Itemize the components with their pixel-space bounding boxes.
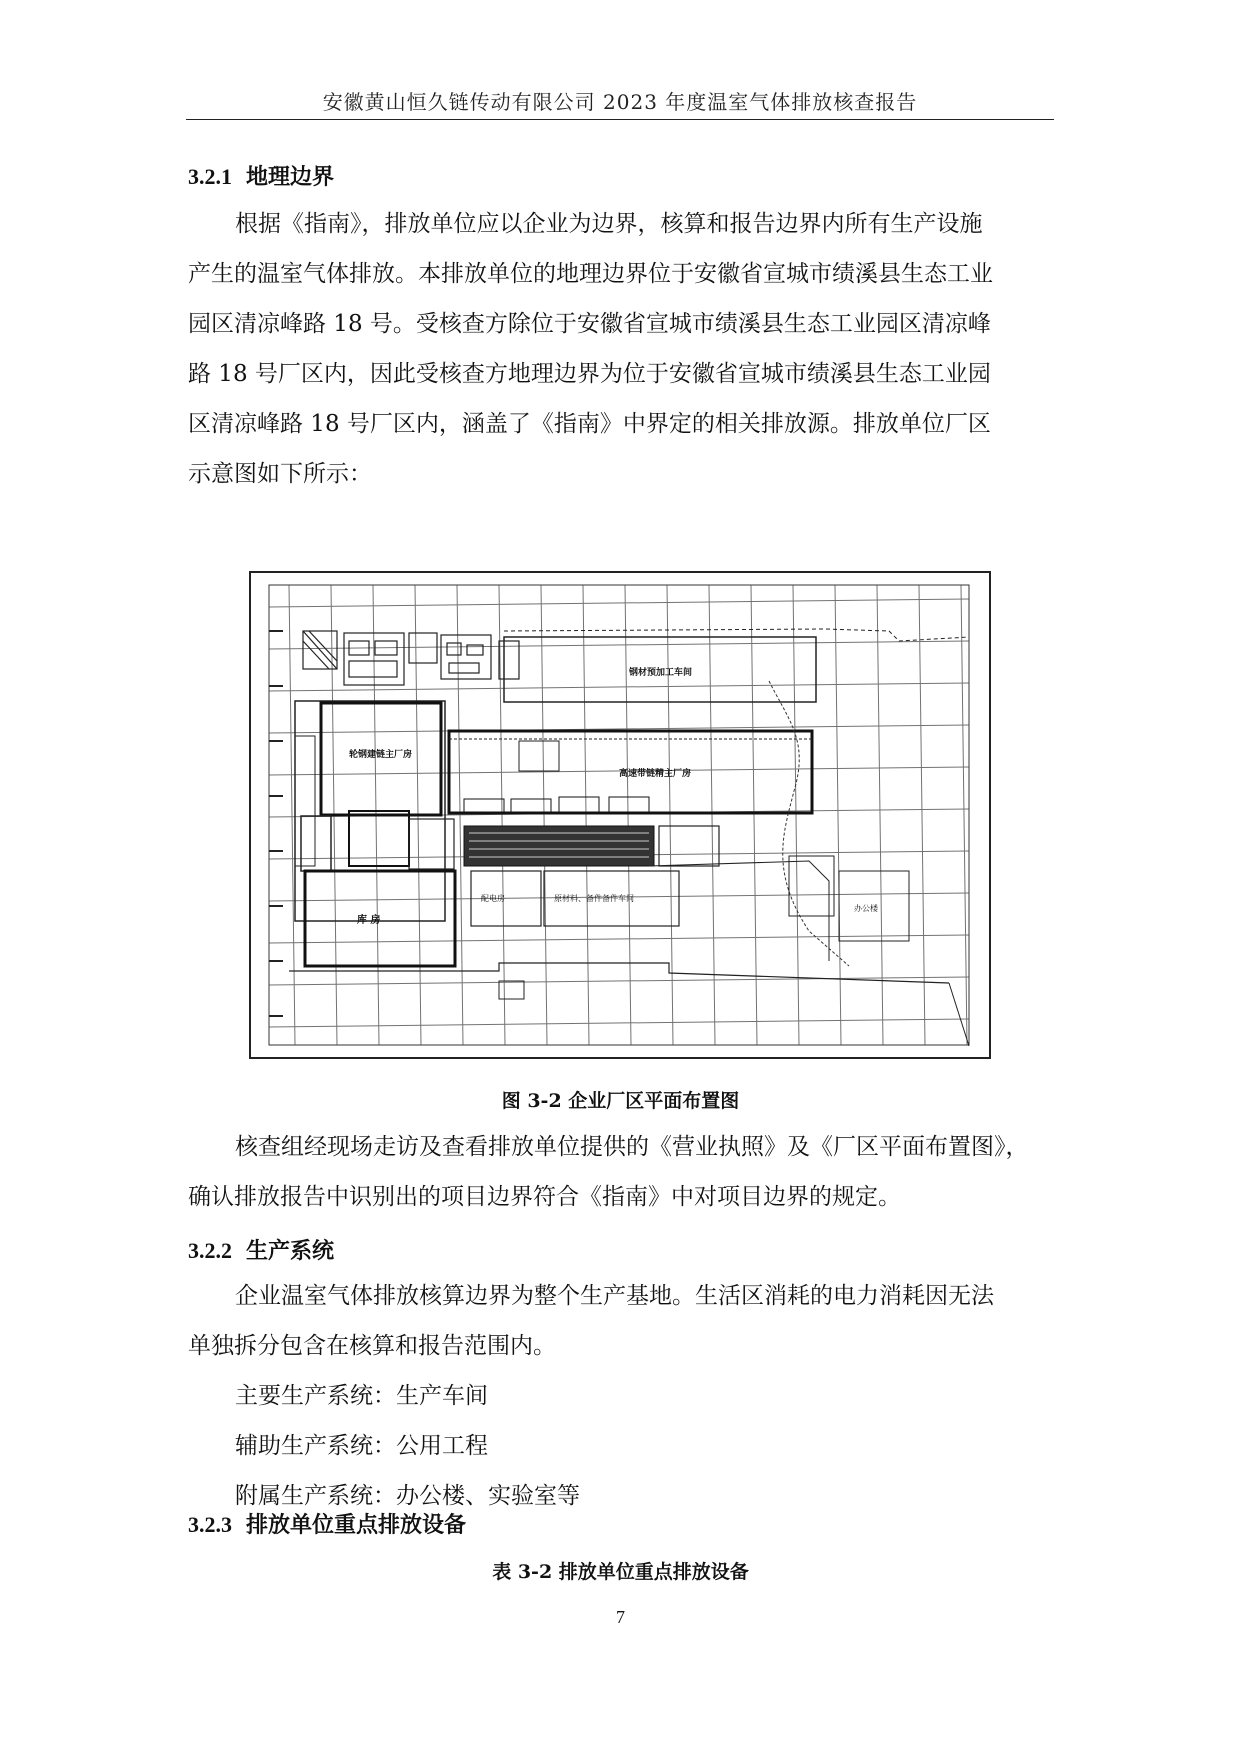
label-steel-workshop: 钢材预加工车间 bbox=[629, 668, 693, 678]
label-spare-parts: 原材料、备件备件车间 bbox=[554, 894, 634, 903]
section-heading-3-2-3 bbox=[188, 1508, 466, 1539]
label-warehouse: 库 房 bbox=[357, 915, 381, 926]
section-title: 生产系统 bbox=[246, 1238, 335, 1264]
site-plan-figure bbox=[249, 571, 991, 1059]
section-title: 地理边界 bbox=[246, 164, 335, 190]
paragraph-production-system bbox=[188, 1271, 1054, 1521]
section-heading-3-2-2 bbox=[188, 1234, 334, 1265]
label-distribution-room: 配电房 bbox=[481, 894, 505, 903]
section-number: 3.2.2 bbox=[188, 1238, 232, 1263]
text-line: 根据《指南》，排放单位应以企业为边界，核算和报告边界内所有生产设施 bbox=[235, 211, 983, 237]
text-line: 区清凉峰路 18 号厂区内，涵盖了《指南》中界定的相关排放源。排放单位厂区 bbox=[188, 411, 991, 437]
text-line: 路 18 号厂区内，因此受核查方地理边界为位于安徽省宣城市绩溪县生态工业园 bbox=[188, 361, 991, 387]
table-caption: 表 3-2 排放单位重点排放设备 bbox=[492, 1561, 749, 1583]
text-line: 园区清凉峰路 18 号。受核查方除位于安徽省宣城市绩溪县生态工业园区清凉峰 bbox=[188, 311, 991, 337]
section-title: 排放单位重点排放设备 bbox=[246, 1512, 467, 1538]
label-main-plant-right: 高速带链精主厂房 bbox=[619, 769, 692, 779]
system-item-auxiliary: 辅助生产系统：公用工程 bbox=[235, 1433, 488, 1459]
text-line: 单独拆分包含在核算和报告范围内。 bbox=[188, 1333, 556, 1359]
label-office: 办公楼 bbox=[854, 904, 878, 913]
section-number: 3.2.1 bbox=[188, 164, 232, 189]
text-line: 产生的温室气体排放。本排放单位的地理边界位于安徽省宣城市绩溪县生态工业 bbox=[188, 261, 993, 287]
section-number: 3.2.3 bbox=[188, 1512, 232, 1537]
paragraph-boundary-confirmation bbox=[188, 1122, 1054, 1222]
header-rule bbox=[186, 119, 1054, 120]
running-header: 安徽黄山恒久链传动有限公司 2023 年度温室气体排放核查报告 bbox=[322, 90, 918, 114]
text-line: 示意图如下所示： bbox=[188, 461, 372, 487]
text-line: 核查组经现场走访及查看排放单位提供的《营业执照》及《厂区平面布置图》， bbox=[235, 1134, 1029, 1160]
section-heading-3-2-1 bbox=[188, 160, 334, 191]
page-number: 7 bbox=[616, 1607, 625, 1627]
figure-caption: 图 3-2 企业厂区平面布置图 bbox=[501, 1090, 740, 1112]
system-item-ancillary: 附属生产系统：办公楼、实验室等 bbox=[235, 1483, 580, 1509]
system-item-main: 主要生产系统：生产车间 bbox=[235, 1383, 488, 1409]
paragraph-geographic-boundary bbox=[188, 199, 1054, 499]
text-line: 确认排放报告中识别出的项目边界符合《指南》中对项目边界的规定。 bbox=[188, 1184, 901, 1210]
text-line: 企业温室气体排放核算边界为整个生产基地。生活区消耗的电力消耗因无法 bbox=[235, 1283, 994, 1309]
label-main-plant-left: 轮钢建链主厂房 bbox=[349, 750, 413, 760]
